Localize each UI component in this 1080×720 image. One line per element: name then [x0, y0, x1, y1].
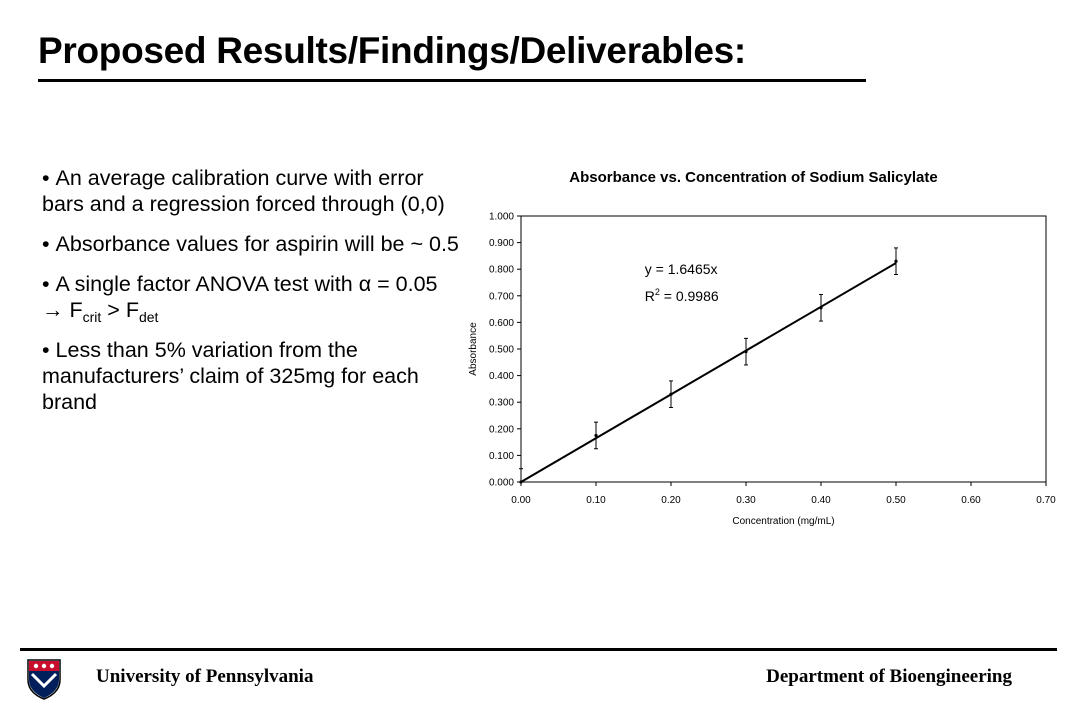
greater-than: > [107, 298, 120, 322]
x-tick-label: 0.30 [736, 495, 756, 506]
data-point [594, 434, 597, 437]
bullet-item [42, 337, 462, 415]
y-tick-label: 0.700 [488, 291, 514, 303]
bullet-dot: • [42, 232, 50, 256]
y-tick-label: 0.100 [488, 450, 514, 462]
y-tick-label: 0.800 [488, 264, 514, 276]
f-crit: $F_{crit}$ [69, 298, 102, 325]
f-det: $F_{det}$ [125, 298, 159, 325]
bullet-item [42, 271, 462, 323]
y-tick-label: 0.500 [488, 344, 514, 356]
data-point [819, 306, 822, 309]
regression-equation: y = 1.6465x [644, 261, 718, 278]
y-axis-label: Absorbance [468, 322, 479, 376]
data-point [744, 350, 747, 353]
plot-frame [521, 216, 1046, 482]
bullet-text: A single factor ANOVA test with [55, 272, 353, 296]
x-tick-label: 0.40 [811, 495, 831, 506]
bullet-text: Absorbance values for aspirin will be ~ 0.5 [55, 232, 459, 256]
x-axis-label: Concentration (mg/mL) [732, 516, 835, 527]
y-tick-label: 0.200 [488, 424, 514, 436]
x-tick-label: 0.20 [661, 495, 681, 506]
x-tick-label: 0.60 [961, 495, 981, 506]
r-squared: $R^2 = 0.9986$ [644, 286, 719, 304]
x-tick-label: 0.70 [1036, 495, 1056, 506]
x-tick-label: 0.00 [511, 495, 531, 506]
footer-department: Department of Bioengineering [766, 666, 1012, 687]
penn-shield-logo [26, 658, 62, 700]
bullet-text: Less than 5% variation from the manufacturers’ claim of 325mg for each brand [42, 338, 419, 414]
chart-svg [462, 160, 1062, 540]
title-underline [38, 79, 866, 82]
data-point [669, 393, 672, 396]
bullet-list [42, 165, 462, 429]
slide-title: Proposed Results/Findings/Deliverables: [38, 30, 746, 71]
y-tick-label: 0.400 [488, 371, 514, 383]
bullet-dot: • [42, 272, 50, 296]
footer-rule [20, 648, 1057, 651]
y-tick-label: 0.000 [488, 477, 514, 489]
bullet-item [42, 231, 462, 257]
alpha-value: = 0.05 [377, 272, 438, 296]
bullet-dot: • [42, 166, 50, 190]
bullet-text: An average calibration curve with error bars and a regression forced through (0,0) [42, 166, 445, 216]
y-tick-label: 0.300 [488, 397, 514, 409]
y-tick-label: 0.600 [488, 317, 514, 329]
calibration-chart [462, 160, 1062, 540]
data-point [519, 480, 522, 483]
bullet-dot: • [42, 338, 50, 362]
x-tick-label: 0.50 [886, 495, 906, 506]
x-tick-label: 0.10 [586, 495, 606, 506]
chart-title: Absorbance vs. Concentration of Sodium Salicylate [569, 169, 938, 186]
bullet-item [42, 165, 462, 217]
alpha-symbol: α [358, 272, 372, 296]
arrow-icon: → [42, 298, 64, 322]
data-point [894, 260, 897, 263]
footer-university: University of Pennsylvania [96, 666, 314, 687]
y-tick-label: 1.000 [488, 211, 514, 223]
y-tick-label: 0.900 [488, 238, 514, 250]
